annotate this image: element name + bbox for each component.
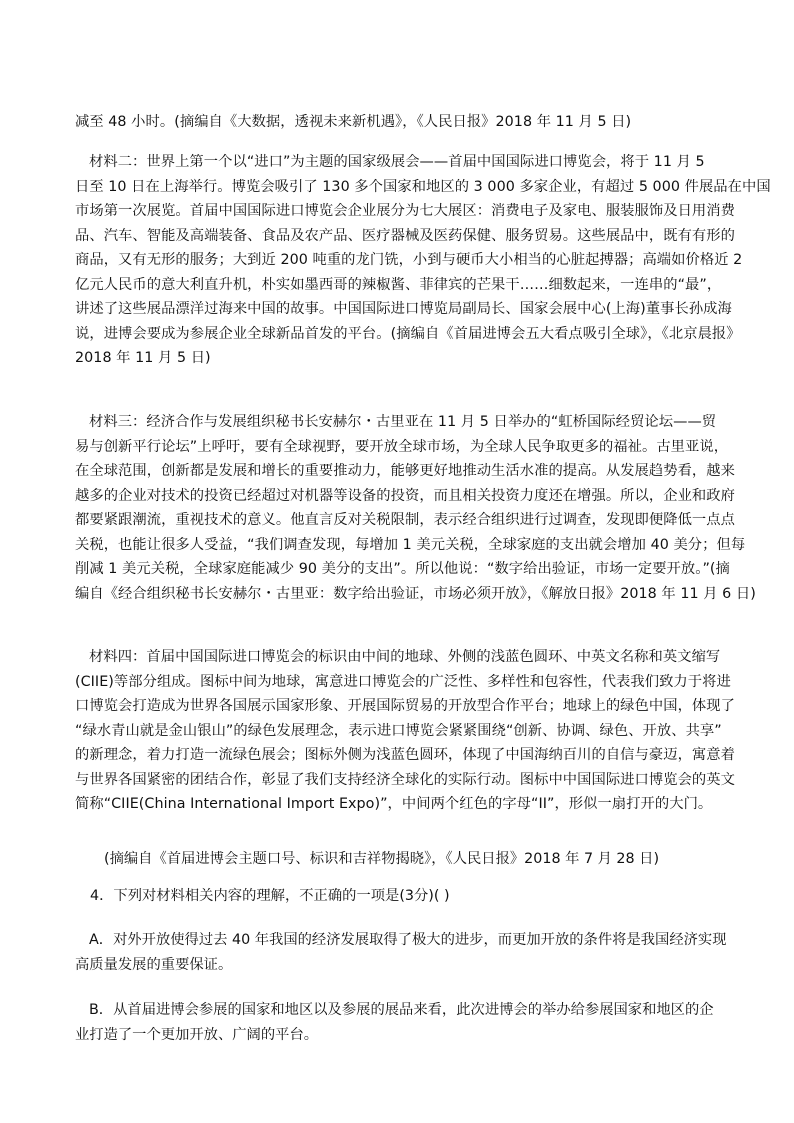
- text-line: 高质量发展的重要保证。: [75, 956, 233, 973]
- text-line: 市场第一次展览。首届中国国际进口博览会企业展分为七大展区：消费电子及家电、服装服饰及日用消费: [75, 203, 735, 219]
- text-line: 商品，又有无形的服务；大到近 200 吨重的龙门铣，小到与硬币大小相当的心脏起搏器；高端如价格近 2: [75, 252, 743, 268]
- text-line: 在全球范围，创新都是发展和增长的重要推动力，能够更好地推动生活水准的提高。从发展趋势看，越来: [75, 463, 735, 479]
- text-line: 与世界各国紧密的团结合作，彰显了我们支持经济全球化的实际行动。图标中中国国际进口博览会的英文: [75, 771, 735, 788]
- option-a: [75, 928, 725, 977]
- text-line: 讲述了这些展品漂洋过海来中国的故事。中国国际进口博览局副局长、国家会展中心(上海)董事长孙成海: [75, 301, 732, 317]
- text-line: (CIIE)等部分组成。图标中间为地球，寓意进口博览会的广泛性、多样性和包容性，代表我们致力于将进: [75, 673, 731, 690]
- text-line: “绿水青山就是金山银山”的绿色发展理念，表示进口博览会紧紧围绕“创新、协调、绿色、开放、共享”: [75, 722, 722, 739]
- text-line: 亿元人民币的意大利直升机，朴实如墨西哥的辣椒酱、菲律宾的芒果干……细数起来，一连串的“最”，: [75, 276, 722, 293]
- text-line: A．对外开放使得过去 40 年我国的经济发展取得了极大的进步，而更加开放的条件将是我国经济实现: [89, 932, 727, 948]
- text-line: 口博览会打造成为世界各国展示国家形象、开展国际贸易的开放型合作平台；地球上的绿色中国，体现了: [75, 698, 735, 714]
- text-line: 材料四：首届中国国际进口博览会的标识由中间的地球、外侧的浅蓝色圆环、中英文名称和英文缩写: [89, 649, 721, 665]
- text-line: 易与创新平行论坛”上呼吁，要有全球视野，要开放全球市场，为全球人民争取更多的福祉。古里亚说，: [75, 438, 729, 455]
- paragraph-material-4: [75, 645, 735, 817]
- source-citation: (摘编自《首届进博会主题口号、标识和吉祥物揭晓》，《人民日报》2018 年 7 月 28 日): [104, 851, 660, 867]
- text-line: 编自《经合组织秘书长安赫尔・古里亚：数字给出验证，市场必须开放》，《解放日报》2018 年 11 月 6 日): [75, 585, 756, 602]
- text-line: 的新理念，着力打造一流绿色展会；图标外侧为浅蓝色圆环，体现了中国海纳百川的自信与豪迈，寓意着: [75, 747, 735, 763]
- text-line: 削减 1 美元关税，全球家庭能减少 90 美分的支出”。所以他说：“数字给出验证，市场一定要开放。”(摘: [75, 561, 730, 577]
- text-line: 越多的企业对技术的投资已经超过对机器等设备的投资，而且相关投资力度还在增强。所以，企业和政府: [75, 487, 735, 504]
- text-line: 关税，也能让很多人受益，“我们调查发现，每增加 1 美元关税，全球家庭的支出就会增加 40 美分；但每: [75, 536, 746, 553]
- text-line: 材料三：经济合作与发展组织秘书长安赫尔・古里亚在 11 月 5 日举办的“虹桥国际经贸论坛——贸: [89, 414, 717, 430]
- text-line: 2018 年 11 月 5 日): [75, 350, 211, 366]
- text-line: 品、汽车、智能及高端装备、食品及农产品、医疗器械及医药保健、服务贸易。这些展品中，既有有形的: [75, 227, 735, 244]
- paragraph-material-3: [75, 410, 756, 606]
- question-4: 4．下列对材料相关内容的理解，不正确的一项是(3分)( ): [90, 888, 450, 904]
- text-line: 业打造了一个更加开放、广阔的平台。: [75, 1026, 319, 1043]
- option-b: [75, 998, 725, 1047]
- text-line: 说，进博会要成为参展企业全球新品首发的平台。(摘编自《首届进博会五大看点吸引全球》，《北京晨报》: [75, 325, 741, 342]
- paragraph-continuation: [75, 110, 725, 135]
- text-line: 材料二：世界上第一个以“进口”为主题的国家级展会——首届中国国际进口博览会，将于 11 月 5: [89, 154, 705, 170]
- text-line: 减至 48 小时。(摘编自《大数据，透视未来新机遇》，《人民日报》2018 年 11 月 5 日): [75, 114, 632, 130]
- text-line: 都要紧跟潮流，重视技术的意义。他直言反对关税限制，表示经合组织进行过调查，发现即便降低一点点: [75, 512, 735, 528]
- text-line: 日至 10 日在上海举行。博览会吸引了 130 多个国家和地区的 3 000 多家企业，有超过 5 000 件展品在中国: [75, 178, 771, 195]
- text-line: 简称“CIIE(China International Import Expo)”，中间两个红色的字母“II”，形似一扇打开的大门。: [75, 796, 713, 812]
- paragraph-material-2: [75, 150, 771, 371]
- text-line: B．从首届进博会参展的国家和地区以及参展的展品来看，此次进博会的举办给参展国家和地区的企: [89, 1002, 714, 1018]
